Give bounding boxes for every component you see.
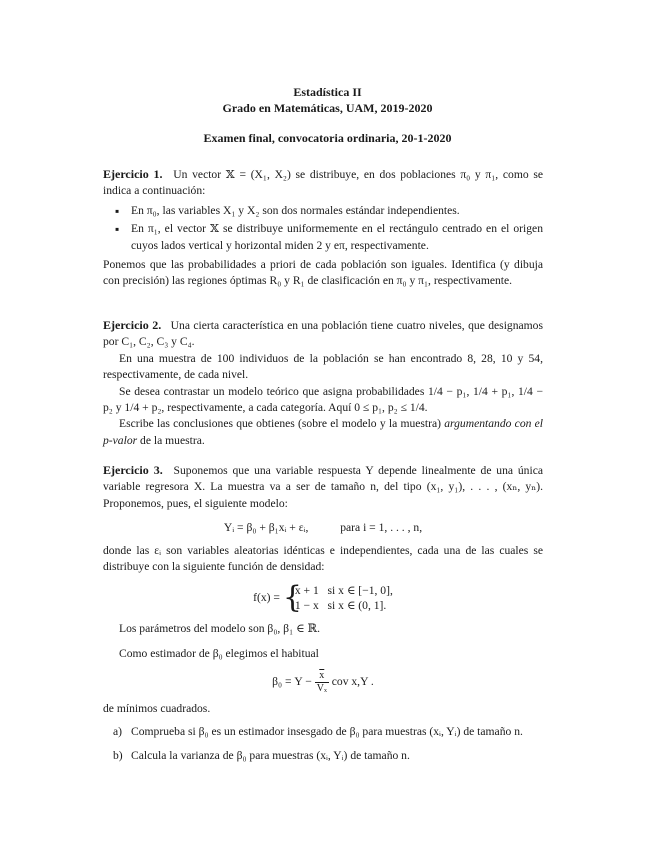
bullet-item: ▪ En π₀, las variables X₁ y X₂ son dos normales estándar independientes. [131,203,543,219]
case-expr: x + 1 [294,584,319,598]
exercise-2-p4 [103,416,543,449]
item-text: Calcula la varianza de β₀ para muestras (xᵢ, Yᵢ) de tamaño n. [131,749,410,763]
estimator-lhs: β₀ = Y − [272,675,312,689]
exercise-1-title: Ejercicio 1. [103,167,163,181]
density-equation [103,580,543,616]
model-equation [103,520,543,536]
case-cond: si x ∈ [−1, 0], [327,584,393,598]
exercise-2-p4-text: Escribe las conclusiones que obtienes (sobre el modelo y la muestra) [119,417,442,431]
exercise-3-p1: Suponemos que una variable respuesta Y depende linealmente de una única variable regresora X. La muestra va a ser de tamaño n, del tipo (x₁, y₁), . . . , (xₙ, yₙ). Proponemos, pues, el siguiente modelo: [103,464,543,510]
exercise-2-p2: En una muestra de 100 individuos de la población se han encontrado 8, 28, 10 y 54, respectivamente, de cada nivel. [103,351,543,382]
degree-line: Grado en Matemáticas, UAM, 2019-2020 [222,101,433,115]
case-row [295,583,393,598]
exercise-3-items [103,724,543,765]
case-row [295,598,393,613]
course-title: Estadística II [293,85,362,99]
exercise-2-p4-end: de la muestra. [140,433,205,447]
density-lhs: f(x) = [253,591,280,605]
exercise-2-p3: Se desea contrastar un modelo teórico que asigna probabilidades 1/4 − p₁, 1/4 + p₁, 1/4 − p₂ y 1/4 + p₂, respectivamente, a cada categoría. Aquí 0 ≤ p₁, p₂ ≤ 1/4. [103,384,543,415]
fraction-numerator: $\overline{x}$ [315,670,329,683]
estimator-equation [103,670,543,695]
item-text: Comprueba si β₀ es un estimador insesgado de β₀ para muestras (xᵢ, Yᵢ) de tamaño n. [131,724,523,738]
model-index-range: para i = 1, . . . , n, [340,521,423,535]
exercise-3-p3: Los parámetros del modelo son β₀, β₁ ∈ ℝ. [119,622,321,636]
exercise-3-p4: Como estimador de β₀ elegimos el habitual [119,646,319,660]
model-formula: Yᵢ = β₀ + β₁xᵢ + εᵢ, [223,521,309,535]
density-cases [282,580,393,616]
exercise-1-intro: Un vector 𝕏 = (X₁, X₂) se distribuye, en dos poblaciones π₀ y π₁, como se indica a continuación: [103,168,543,198]
bullet-item: ▪ En π₁, el vector 𝕏 se distribuye uniformemente en el rectángulo centrado en el origen cuyos lados vertical y horizontal miden 2 y eπ, respectivamente. [131,221,543,254]
brace-icon: { [282,580,302,616]
fraction-denominator: Vₓ [316,683,327,695]
exam-header [0,84,655,146]
list-item [113,724,543,740]
exercise-3-title: Ejercicio 3. [103,463,163,477]
exercise-3 [103,462,543,772]
exercise-2-p4-emphasis: argumentando con el p-valor [103,417,544,447]
exercise-3-p5: de mínimos cuadrados. [103,702,211,716]
exercise-1-closing: Ponemos que las probabilidades a priori de cada población son iguales. Identifica (y dibuja con precisión) las regiones óptimas R₀ y R₁ de clasificación en π₀ y π₁, respectivamente. [103,258,543,288]
exercise-1 [103,166,543,290]
exercise-1-bullets [103,203,543,254]
exercise-3-p2: donde las εᵢ son variables aleatorias idénticas e independientes, cada una de las cuales se distribuye con la siguiente función de densidad: [103,543,543,574]
exercise-2 [103,317,543,449]
exercise-2-p1: Una cierta característica en una población tiene cuatro niveles, que designamos por C₁, C₂, C₃ y C₄. [103,319,543,349]
exercise-2-title: Ejercicio 2. [103,318,162,332]
case-expr: 1 − x [294,599,319,613]
estimator-fraction [315,670,329,695]
list-item [113,748,543,764]
case-cond: si x ∈ (0, 1]. [327,599,387,613]
estimator-rhs: cov x,Y . [331,675,374,689]
exam-title: Examen final, convocatoria ordinaria, 20-1-2020 [203,131,452,145]
item-label: b) [113,749,123,763]
item-label: a) [113,724,123,738]
